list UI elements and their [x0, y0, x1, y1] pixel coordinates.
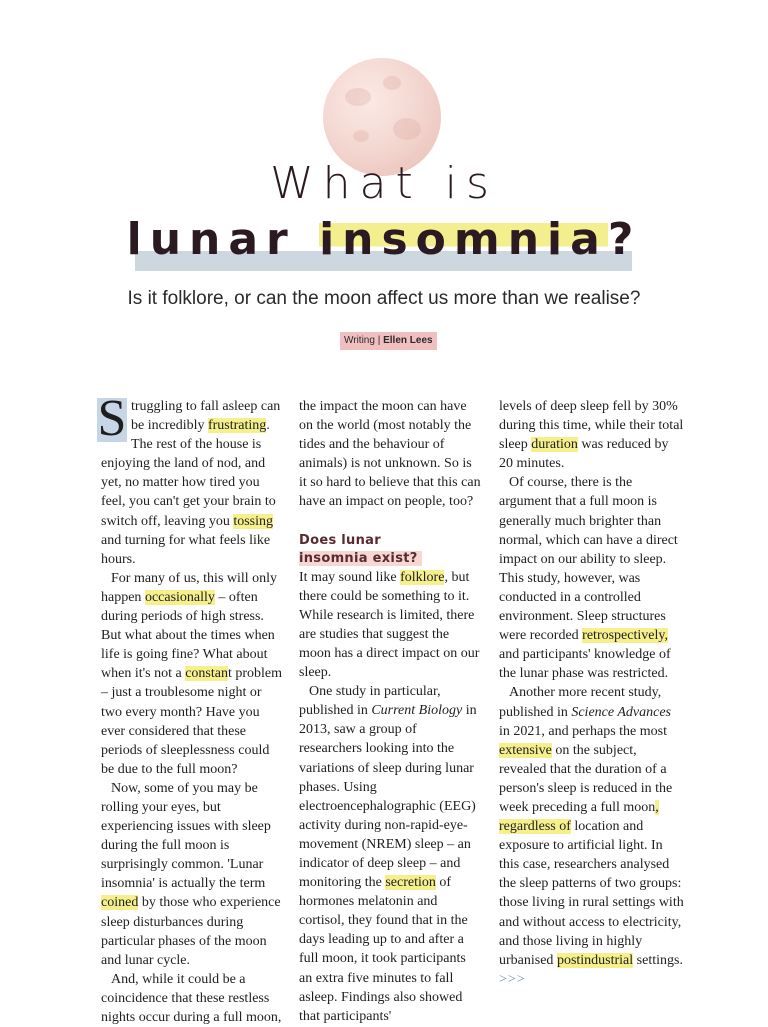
- byline: Writing | Ellen Lees: [340, 332, 437, 350]
- author-name: Ellen Lees: [383, 335, 433, 346]
- highlighted-word: , regardless of: [499, 799, 659, 835]
- highlighted-word: secretion: [385, 875, 436, 891]
- paragraph: the impact the moon can have on the world (most notably the tides and the behaviour of animals) is not unknown. So is it so hard to believe that this can have an impact on people, too?: [299, 399, 481, 510]
- article-column-2: [299, 397, 481, 1026]
- section-heading: Does lunar insomnia exist?: [299, 532, 481, 568]
- paragraph: Now, some of you may be rolling your eyes, but experiencing issues with sleep during the full moon is surprisingly common. 'Lunar insomnia' is actually the term coined by those who experience sleep disturbances during particular phases of the moon and lunar cycle.: [101, 780, 281, 968]
- highlighted-word: folklore: [400, 569, 445, 585]
- highlighted-word: frustrating: [207, 418, 267, 434]
- highlighted-word: tossing: [233, 513, 274, 529]
- highlighted-word: duration: [531, 437, 578, 453]
- paragraph: levels of deep sleep fell by 30% during this time, while their total sleep duration was reduced by 20 minutes.: [499, 399, 684, 472]
- title-line-1: What is: [270, 158, 498, 209]
- drop-cap: S: [97, 390, 127, 447]
- paragraph: S truggling to fall asleep can be incredibly frustrating. The rest of the house is enjoying the land of nod, and yet, no matter how tired you feel, you can't get your brain to switch off, leaving you tossing and turning for what feels like hours.: [97, 390, 281, 567]
- highlighted-word: coined: [101, 895, 139, 911]
- highlighted-word: occasionally: [144, 589, 215, 605]
- highlighted-word: postindustrial: [556, 952, 634, 968]
- paragraph: One study in particular, published in Current Biology in 2013, saw a group of researchers looking into the variations of sleep during lunar phases. Using electroencephalographic (EEG) activity during non-rapid-eye-movement (NREM) sleep – an indicator of deep sleep – and monitoring the secretion of hormones melatonin and cortisol, they found that in the days leading up to and after a full moon, it took participants an extra five minutes to fall asleep. Findings also showed that participants': [299, 684, 477, 1024]
- title-line-2: lunar insomnia?: [126, 214, 642, 265]
- paragraph: For many of us, this will only happen occasionally – often during periods of high stress. But what about the times when life is going fine? What about when it's not a constant problem – just a troublesome night or two every month? Have you ever considered that these periods of sleeplessness could be due to the full moon?: [101, 570, 282, 777]
- paragraph: It may sound like folklore, but there could be something to it. While research is limited, there are studies that suggest the moon has a direct impact on our sleep.: [299, 569, 480, 681]
- highlighted-word: constan: [185, 666, 228, 682]
- paragraph: Another more recent study, published in Science Advances in 2021, and perhaps the most extensive on the subject, revealed that the duration of a person's sleep is reduced in the week preceding a full moon, regardless of location and exposure to artificial light. In this case, researchers analysed the sleep patterns of two groups: those living in rural settings with and without access to electricity, and those living in highly urbanised postindustrial settings. >>>: [499, 685, 684, 987]
- paragraph: And, while it could be a coincidence that these restless nights occur during a full moon,: [101, 971, 282, 1025]
- standfirst: Is it folklore, or can the moon affect us more than we realise?: [127, 288, 641, 309]
- highlighted-word: extensive: [499, 742, 552, 758]
- article-column-1: [97, 390, 285, 1027]
- highlighted-word: retrospectively,: [582, 628, 668, 644]
- article-column-3: [499, 397, 684, 989]
- title-highlight: insomnia: [319, 214, 608, 265]
- journal-name: Current Biology: [371, 703, 463, 719]
- continue-arrows: >>>: [499, 971, 526, 987]
- paragraph: Of course, there is the argument that a full moon is generally much brighter than normal, which can have a direct impact on our ability to sleep. This study, however, was conducted in a controlled environment. Sleep structures were recorded retrospectively, and participants' knowledge of the lunar phase was restricted.: [499, 475, 678, 682]
- journal-name: Science Advances: [571, 704, 671, 720]
